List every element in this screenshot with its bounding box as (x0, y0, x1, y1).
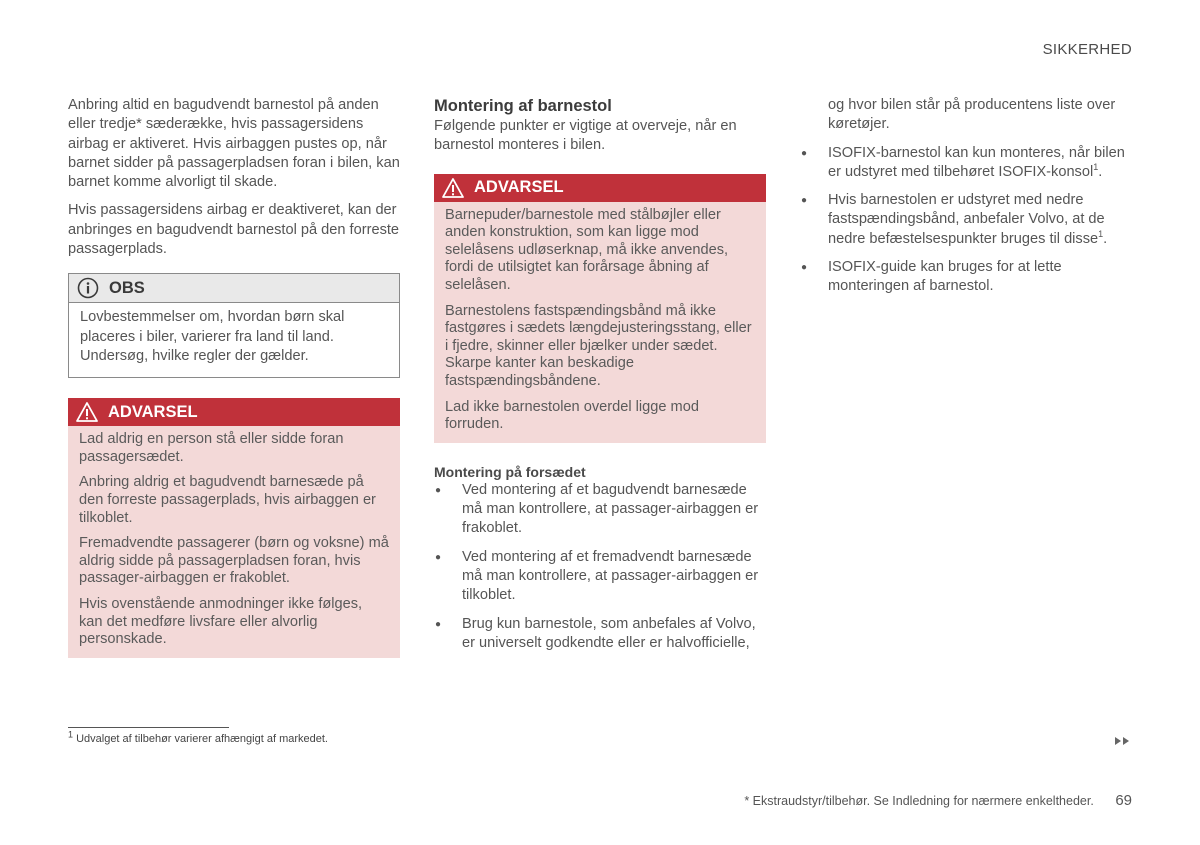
warning-box-body (68, 426, 400, 658)
section-title: Montering af barnestol (434, 97, 612, 115)
warning-box-body (434, 202, 766, 443)
bullet-list (800, 96, 1132, 297)
warning-paragraph: Lad ikke barnestolen overdel ligge mod forruden. (445, 398, 699, 433)
warning-title: ADVARSEL (474, 177, 564, 196)
section-header: SIKKERHED (1042, 41, 1132, 58)
warning-triangle-icon (442, 177, 464, 199)
paragraph: Anbring altid en bagudvendt barnestol på anden eller tredje* sæderække, hvis passagersidens airbag er aktiveret. Hvis airbaggen pustes op, når barnet sidder på passagerpladsen foran i bilen, kan barnet komme alvorligt til skade. (68, 97, 400, 191)
column-middle (434, 96, 766, 662)
warning-box (434, 174, 766, 443)
list-item-continuation: og hvor bilen står på producentens liste over køretøjer. (828, 97, 1116, 133)
list-item-tail: . (1098, 163, 1103, 180)
list-item: ● Ved montering af et bagudvendt barnesæde må man kontrollere, at passager-airbaggen er frakoblet. (434, 481, 766, 539)
list-item (800, 191, 1132, 249)
sub-title: Montering på forsædet (434, 463, 586, 480)
paragraph: Hvis passagersidens airbag er deaktiveret, kan der anbringes en bagudvendt barnestol på den forreste passagerplads. (68, 202, 400, 258)
list-item-text: ISOFIX-barnestol kan kun monteres, når bilen er udstyret med tilbehøret ISOFIX-konsol (828, 144, 1125, 180)
warning-paragraph: Barnepuder/barnestole med stålbøjler eller anden konstruktion, som kan ligge mod selelåsens udløserknap, må ikke anvendes, fordi de utilsigtet kan forårsage åbning af selelåsen. (445, 206, 729, 293)
info-icon (77, 277, 99, 299)
warning-paragraph: Fremadvendte passagerer (børn og voksne) må aldrig sidde på passagerpladsen foran, hvis passager-airbaggen er frakoblet. (79, 535, 389, 587)
footnote-text: Udvalget af tilbehør varierer afhængigt af markedet. (76, 733, 328, 745)
footer-note: * Ekstraudstyr/tilbehør. Se Indledning for nærmere enkeltheder. (744, 794, 1094, 808)
footnote-divider (68, 727, 229, 728)
page-number: 69 (1115, 792, 1132, 809)
obs-title: OBS (109, 278, 145, 297)
warning-box-header (68, 398, 400, 426)
footnote-marker: 1 (68, 729, 74, 740)
column-left (68, 96, 400, 678)
list-item-text: ISOFIX-guide kan bruges for at lette monteringen af barnestol. (828, 259, 1062, 295)
column-right (800, 96, 1132, 306)
obs-box-header (68, 273, 400, 302)
warning-triangle-icon (76, 401, 98, 423)
footnote-ref: 1 (1093, 162, 1099, 173)
obs-box (68, 273, 400, 378)
intro-paragraph: Følgende punkter er vigtige at overveje, når en barnestol monteres i bilen. (434, 118, 737, 154)
warning-paragraph: Anbring aldrig et bagudvendt barnesæde på den forreste passagerplads, hvis airbaggen er tilkoblet. (79, 474, 376, 526)
list-item (800, 144, 1132, 183)
obs-box-body (68, 302, 400, 378)
warning-box-header (434, 174, 766, 202)
list-item-text: Hvis barnestolen er udstyret med nedre fastspændingsbånd, anbefaler Volvo, at de nedre befæstelsespunkter bruges til disse (828, 192, 1105, 247)
page-footer (744, 792, 1132, 809)
warning-title: ADVARSEL (108, 402, 198, 421)
warning-box (68, 398, 400, 658)
footnote (68, 729, 328, 745)
warning-paragraph: Lad aldrig en person stå eller sidde foran passagersædet. (79, 431, 344, 465)
list-item (800, 258, 1132, 297)
obs-text: Lovbestemmelser om, hvordan børn skal placeres i biler, varierer fra land til land. Undersøg, hvilke regler der gælder. (80, 309, 345, 364)
list-item: ● Ved montering af et fremadvendt barnesæde må man kontrollere, at passager-airbaggen er tilkoblet. (434, 548, 766, 606)
footnote-ref: 1 (1098, 228, 1104, 239)
warning-paragraph: Barnestolens fastspændingsbånd må ikke fastgøres i sædets længdejusteringsstang, eller i fjedre, skinner eller bjælker under sædet. Skarpe kanter kan beskadige fastspændingsbåndene. (445, 302, 752, 389)
list-item: ● Brug kun barnestole, som anbefales af Volvo, er universelt godkendte eller er halvofficielle, (434, 615, 766, 654)
warning-paragraph: Hvis ovenstående anmodninger ikke følges, kan det medføre livsfare eller alvorlig personskade. (79, 596, 363, 648)
double-play-arrows-icon (1114, 736, 1132, 749)
bullet-list (434, 481, 766, 653)
list-item-tail: . (1103, 230, 1108, 247)
